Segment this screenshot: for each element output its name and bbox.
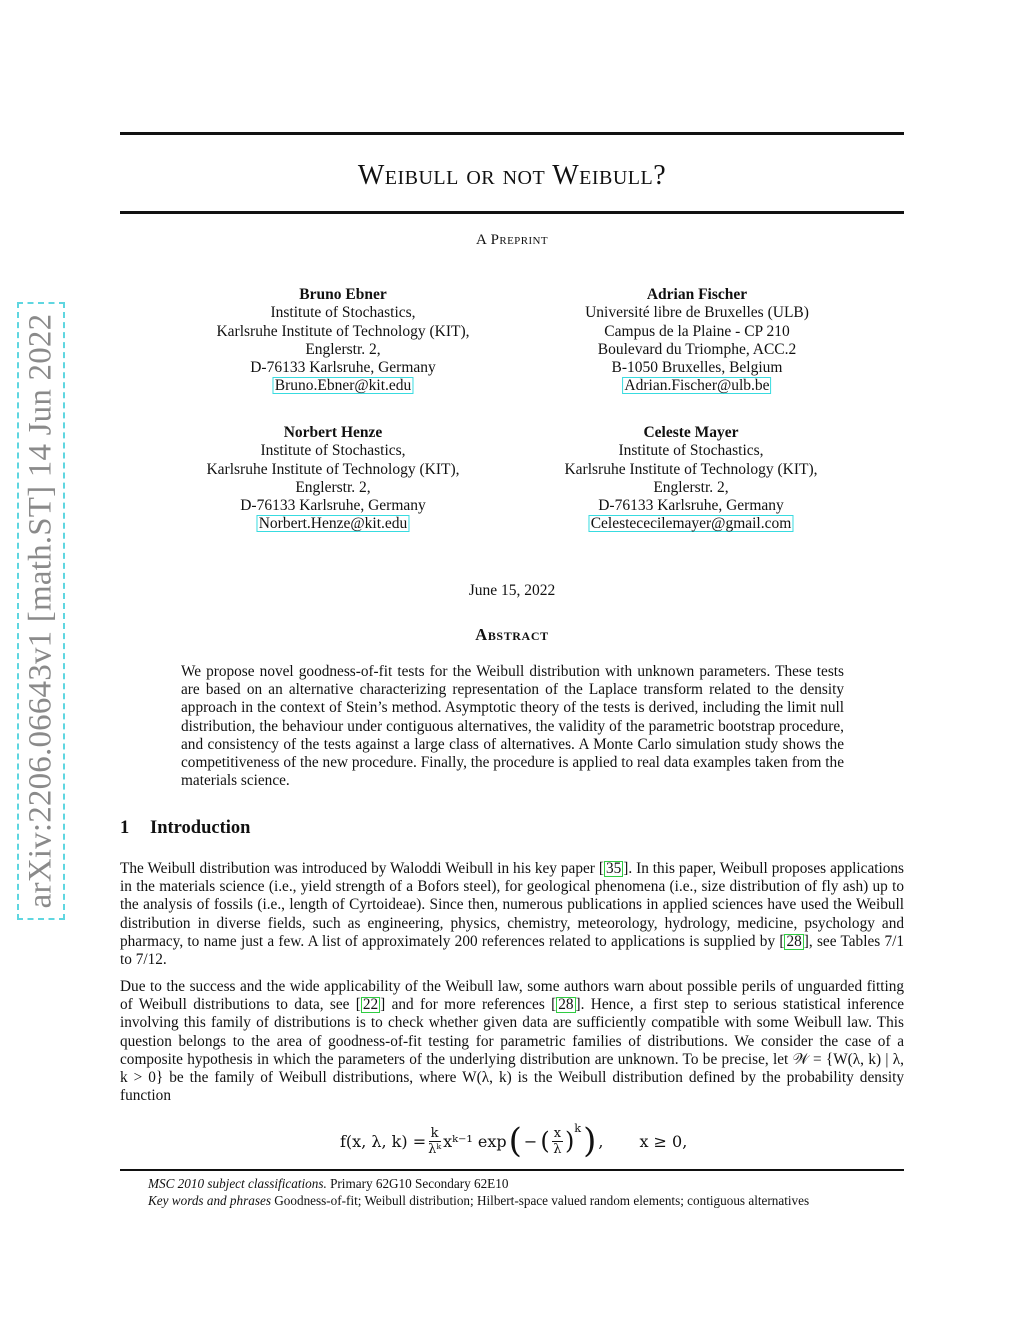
msc-footnote <box>148 1175 508 1192</box>
intro-paragraph-2 <box>120 978 904 1105</box>
keywords-label: Key words and phrases <box>148 1193 271 1208</box>
title-top-rule <box>120 132 904 135</box>
citation-link[interactable]: 22 <box>362 996 379 1014</box>
author-affiliation-line: D-76133 Karlsruhe, Germany <box>250 359 436 377</box>
weibull-density-equation <box>340 1120 687 1162</box>
paragraph-text: ] and for more references [ <box>380 996 557 1014</box>
author-affiliation-line: D-76133 Karlsruhe, Germany <box>240 497 426 515</box>
equation-minus: − <box>523 1131 538 1151</box>
paragraph-text: ]. Hence, a first step to serious statistical inference involving this family of distributions is to check whether given data are sufficiently compatible with some Weibull law. This question belongs to the area of goodness-of-fit testing for parametric families of distributions. We consider the case of a composite hypothesis in which the parameters of the underlying distribution are unknown. To be precise, let 𝒲 = {W(λ, k) | λ, k > 0} be the family of Weibull distributions, where W(λ, k) is the Weibull distribution defined by the probability density function <box>120 996 904 1105</box>
author-affiliation-line: Campus de la Plaine - CP 210 <box>604 322 790 340</box>
msc-text: Primary 62G10 Secondary 62E10 <box>330 1176 509 1191</box>
exponent: k <box>574 1122 582 1135</box>
author-name: Adrian Fischer <box>646 286 748 303</box>
author-affiliation-line: Karlsruhe Institute of Technology (KIT), <box>206 460 460 478</box>
citation-link[interactable]: 28 <box>786 932 802 950</box>
arxiv-identifier: arXiv:2206.06643v1 [math.ST] 14 Jun 2022 <box>22 313 59 909</box>
author-affiliation-line: Université libre de Bruxelles (ULB) <box>585 304 809 322</box>
author-email-link[interactable]: Norbert.Henze@kit.edu <box>258 515 408 533</box>
paper-title: Weibull or not Weibull? <box>357 160 667 191</box>
author-affiliation-line: Karlsruhe Institute of Technology (KIT), <box>216 322 470 340</box>
paren-close: ) <box>565 1127 575 1155</box>
author-affiliation-line: Englerstr. 2, <box>295 478 371 496</box>
equation-condition: x ≥ 0, <box>639 1131 688 1151</box>
author-email-link[interactable]: Bruno.Ebner@kit.edu <box>274 377 412 395</box>
paragraph-text: The Weibull distribution was introduced by Waloddi Weibull in his key paper [ <box>120 860 604 877</box>
paper-date: June 15, 2022 <box>468 582 556 599</box>
equation-comma: , <box>598 1131 604 1151</box>
preprint-label: A Preprint <box>476 232 548 248</box>
paragraph-text: ], see Tables 7/1 to 7/12. <box>120 932 905 969</box>
section-heading <box>120 818 250 839</box>
equation-middle: xᵏ⁻¹ exp <box>443 1131 507 1151</box>
paragraph-text: Due to the success and the wide applicability of the Weibull law, some authors warn about possible perils of unguarded fitting of Weibull distributions to data, see [ <box>120 978 904 1014</box>
paren-open: ( <box>540 1127 550 1155</box>
equation-inner-fraction <box>552 1126 563 1157</box>
keywords-text: Goodness-of-fit; Weibull distribution; Hilbert-space valued random elements; contiguous alternatives <box>274 1193 810 1208</box>
fraction-numerator: x <box>553 1125 562 1141</box>
fraction-denominator: λ <box>553 1141 562 1157</box>
title-bottom-rule <box>120 211 904 214</box>
section-title: Introduction <box>150 818 251 838</box>
abstract-body: We propose novel goodness-of-fit tests for the Weibull distribution with unknown parameters. These tests are based on an alternative characterizing representation of the Laplace transform related to the density approach in the context of Stein’s method. Asymptotic theory of the tests is derived, including the limit null distribution, the behaviour under contiguous alternatives, the validity of the parametric bootstrap procedure, and consistency of the tests against a large class of alternatives. A Monte Carlo simulation study shows the competitiveness of the new procedure. Finally, the procedure is applied to real data examples taken from the materials science. <box>181 663 844 790</box>
author-block <box>585 286 809 396</box>
big-paren-close: ) <box>583 1121 597 1161</box>
equation-lhs: f(x, λ, k) = <box>340 1131 427 1151</box>
abstract-heading: Abstract <box>475 625 549 644</box>
author-email-link[interactable]: Adrian.Fischer@ulb.be <box>624 377 770 395</box>
author-affiliation-line: Englerstr. 2, <box>305 340 381 358</box>
equation-fraction <box>428 1126 441 1157</box>
author-block <box>564 424 817 534</box>
author-affiliation-line: Institute of Stochastics, <box>260 442 406 460</box>
author-block <box>206 424 459 534</box>
author-affiliation-line: D-76133 Karlsruhe, Germany <box>598 497 784 515</box>
citation-link[interactable]: 35 <box>605 860 622 877</box>
paragraph-text: ]. In this paper, Weibull proposes applications in the materials science (i.e., yield strength of a Bofors steel), for geological phenomena (i.e., size distribution of fly ash) up to the analysis of fossils (i.e., length of Cyrtoideae). Since then, numerous publications in applied sciences have used the Weibull distribution in diverse fields, such as engineering, physics, chemistry, meteorology, hydrology, medicine, psychology and pharmacy, to name just a few. A list of approximately 200 references related to applications is supplied by [ <box>120 860 904 950</box>
author-affiliation-line: Institute of Stochastics, <box>270 304 416 322</box>
author-name: Celeste Mayer <box>643 424 739 441</box>
author-affiliation-line: Boulevard du Triomphe, ACC.2 <box>597 340 797 358</box>
msc-label: MSC 2010 subject classifications. <box>148 1176 327 1191</box>
author-affiliation-line: Institute of Stochastics, <box>618 442 764 460</box>
keywords-footnote <box>148 1192 809 1209</box>
author-affiliation-line: Englerstr. 2, <box>653 478 729 496</box>
footnote-rule <box>120 1169 904 1171</box>
section-number: 1 <box>120 818 130 838</box>
fraction-denominator: λᵏ <box>428 1141 442 1157</box>
big-paren-open: ( <box>508 1121 522 1161</box>
intro-paragraph-1 <box>120 860 904 969</box>
author-affiliation-line: Karlsruhe Institute of Technology (KIT), <box>564 460 818 478</box>
author-name: Bruno Ebner <box>299 286 387 303</box>
citation-link[interactable]: 28 <box>558 996 574 1014</box>
author-name: Norbert Henze <box>283 424 383 441</box>
author-email-link[interactable]: Celestececilemayer@gmail.com <box>590 515 792 533</box>
author-affiliation-line: B-1050 Bruxelles, Belgium <box>611 359 783 377</box>
author-block <box>216 286 469 396</box>
fraction-numerator: k <box>430 1125 439 1141</box>
